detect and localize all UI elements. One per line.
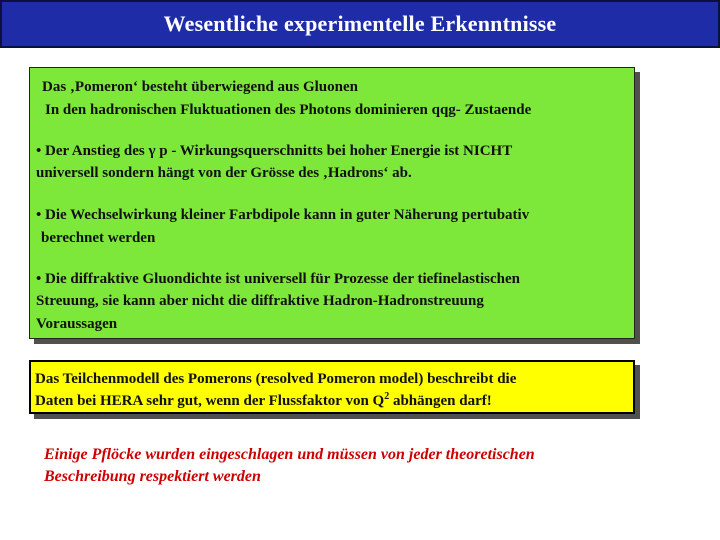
pomeron-model-line2-end: abhängen darf! <box>389 393 492 409</box>
bullet-gluon-density-line2: Streuung, sie kann aber nicht die diffraktive Hadron-Hadronstreuung <box>36 293 484 309</box>
pomeron-model-line2 <box>35 390 492 413</box>
bullet-gluon-density-line3: Voraussagen <box>36 316 118 332</box>
bullet-color-dipoles-line2: berechnet werden <box>41 230 156 246</box>
conclusion-line2: Beschreibung respektiert werden <box>44 468 261 485</box>
conclusion-text <box>44 444 535 488</box>
pomeron-model-line2-text: Daten bei HERA sehr gut, wenn der Flussfaktor von Q <box>35 393 385 409</box>
bullet-gluon-density-line1: • Die diffraktive Gluondichte ist universell für Prozesse der tiefinelastischen <box>36 271 520 287</box>
bullet-cross-section-line2: universell sondern hängt von der Grösse des ‚Hadrons‘ ab. <box>36 165 412 181</box>
q-squared-exponent: 2 <box>384 391 390 402</box>
bullet-color-dipoles-line1: • Die Wechselwirkung kleiner Farbdipole kann in guter Näherung pertubativ <box>36 207 530 223</box>
pomeron-model-line1: Das Teilchenmodell des Pomerons (resolved Pomeron model) beschreibt die <box>35 371 517 387</box>
bullet-cross-section-line1: • Der Anstieg des γ p - Wirkungsquerschnitts bei hoher Energie ist NICHT <box>36 143 513 159</box>
finding-pomeron-gluons: Das ‚Pomeron‘ besteht überwiegend aus Gluonen <box>42 79 358 95</box>
conclusion-line1: Einige Pflöcke wurden eingeschlagen und müssen von jeder theoretischen <box>44 446 535 463</box>
slide-title-bar <box>0 0 720 48</box>
slide-title: Wesentliche experimentelle Erkenntnisse <box>163 11 557 36</box>
finding-photon-fluctuations: In den hadronischen Fluktuationen des Photons dominieren qqg- Zustaende <box>45 102 532 118</box>
